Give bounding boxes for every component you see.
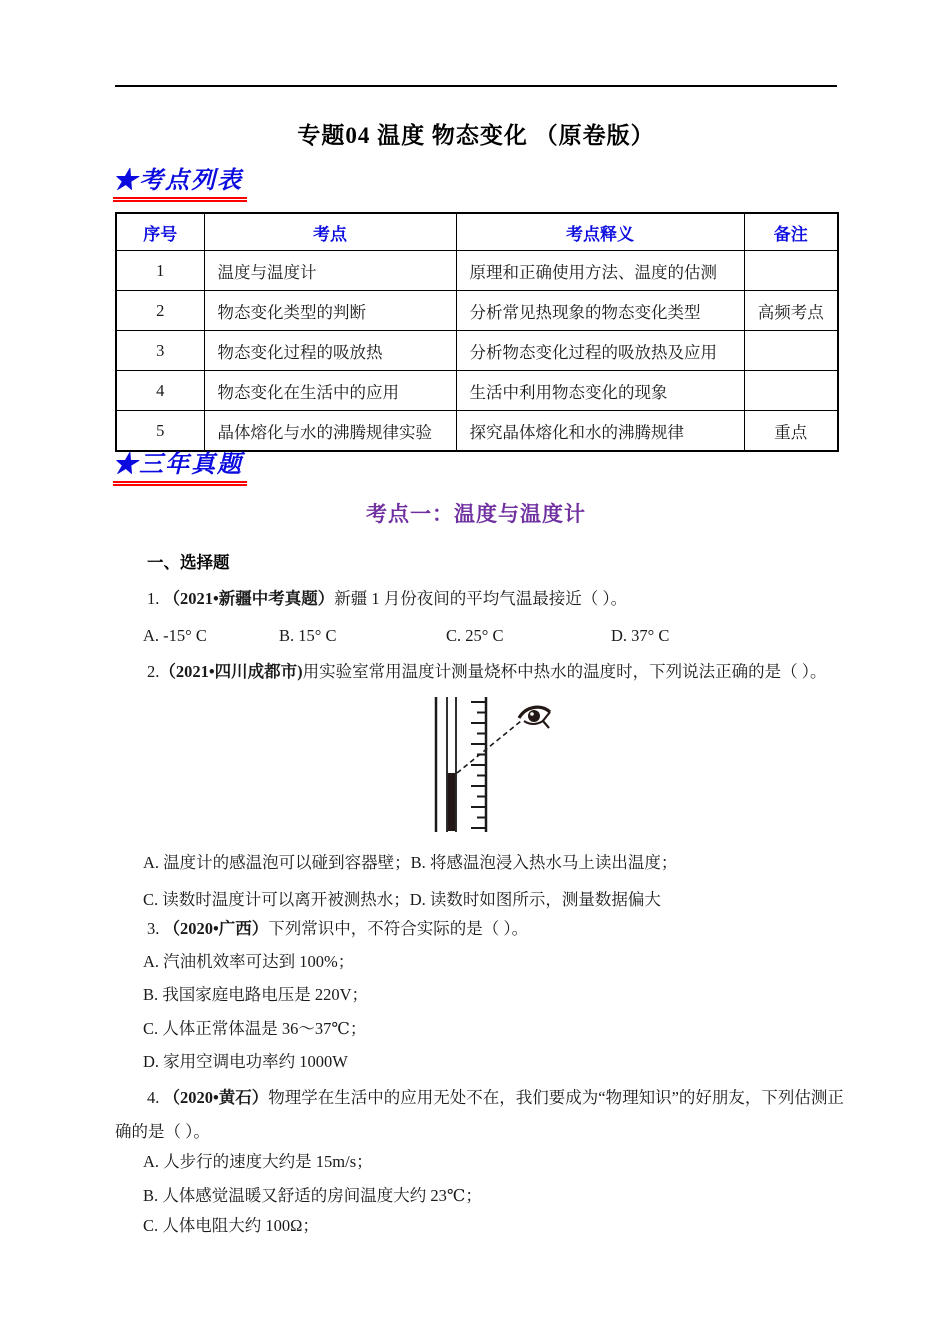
cell-no: 5 xyxy=(116,411,204,452)
mercury-column xyxy=(448,773,455,831)
question-2-stem: 用实验室常用温度计测量烧杯中热水的温度时，下列说法正确的是（ ）。 xyxy=(302,662,827,681)
cell-point: 物态变化在生活中的应用 xyxy=(204,371,456,411)
scale-ticks xyxy=(471,702,486,828)
question-4 xyxy=(115,1081,847,1149)
cell-point: 物态变化类型的判断 xyxy=(204,291,456,331)
question-2-figure xyxy=(433,694,553,836)
question-2-source: （2021•四川成都市) xyxy=(159,662,303,681)
question-1-number: 1. xyxy=(147,589,164,608)
cell-note xyxy=(744,331,838,371)
table-row xyxy=(116,291,838,331)
cell-note: 重点 xyxy=(744,411,838,452)
cell-meaning: 分析物态变化过程的吸放热及应用 xyxy=(456,331,744,371)
cell-meaning: 生活中利用物态变化的现象 xyxy=(456,371,744,411)
exam-points-table xyxy=(115,212,839,452)
question-3-option-b: B. 我国家庭电路电压是 220V； xyxy=(143,985,369,1004)
cell-note xyxy=(744,251,838,291)
section-one-heading: 一、选择题 xyxy=(147,554,230,572)
question-1-option-c: C. 25° C xyxy=(446,626,504,645)
question-3-number: 3. xyxy=(147,919,164,938)
question-3-option-c: C. 人体正常体温是 36～37℃； xyxy=(143,1019,367,1038)
table-row xyxy=(116,331,838,371)
cell-no: 2 xyxy=(116,291,204,331)
header-divider xyxy=(115,85,837,87)
question-4-source: （2020•黄石） xyxy=(163,1088,269,1107)
col-header-no: 序号 xyxy=(116,213,204,251)
question-3 xyxy=(115,917,847,941)
question-1-options xyxy=(143,624,669,648)
question-2-number: 2. xyxy=(147,662,160,681)
cell-point: 晶体熔化与水的沸腾规律实验 xyxy=(204,411,456,452)
question-1-option-a: A. -15° C xyxy=(143,626,207,645)
cell-point: 温度与温度计 xyxy=(204,251,456,291)
eye-icon xyxy=(519,707,550,728)
cell-no: 3 xyxy=(116,331,204,371)
question-4-number: 4. xyxy=(147,1088,164,1107)
question-1 xyxy=(115,587,847,611)
question-4-option-b: B. 人体感觉温暖又舒适的房间温度大约 23℃； xyxy=(143,1186,482,1205)
question-1-option-b: B. 15° C xyxy=(279,626,337,645)
three-year-exams-heading xyxy=(113,450,247,486)
question-3-option-d: D. 家用空调电功率约 1000W xyxy=(143,1052,348,1071)
col-header-meaning: 考点释义 xyxy=(456,213,744,251)
cell-no: 4 xyxy=(116,371,204,411)
question-4-option-c: C. 人体电阻大约 100Ω； xyxy=(143,1216,319,1235)
question-2 xyxy=(115,660,847,684)
table-row xyxy=(116,371,838,411)
question-1-source: （2021•新疆中考真题） xyxy=(163,589,335,608)
question-4-stem: 物理学在生活中的应用无处不在，我们要成为“物理知识”的好朋友，下列估测正确的是（ ）。 xyxy=(115,1088,844,1141)
table-header-row xyxy=(116,213,838,251)
question-1-stem: 新疆 1 月份夜间的平均气温最接近（ ）。 xyxy=(334,589,628,608)
question-3-option-a: A. 汽油机效率可达到 100%； xyxy=(143,952,355,971)
cell-note xyxy=(744,371,838,411)
thermometer-icon xyxy=(436,697,486,832)
question-2-options-ab: A. 温度计的感温泡可以碰到容器壁；B. 将感温泡浸入热水马上读出温度； xyxy=(143,853,678,872)
cell-meaning: 分析常见热现象的物态变化类型 xyxy=(456,291,744,331)
col-header-note: 备注 xyxy=(744,213,838,251)
cell-meaning: 原理和正确使用方法、温度的估测 xyxy=(456,251,744,291)
question-3-source: （2020•广西） xyxy=(163,919,269,938)
cell-meaning: 探究晶体熔化和水的沸腾规律 xyxy=(456,411,744,452)
question-2-options-cd: C. 读数时温度计可以离开被测热水；D. 读数时如图所示，测量数据偏大 xyxy=(143,890,661,909)
thermometer-with-eye-reading-icon xyxy=(433,694,553,836)
three-year-exams-heading-text: ★三年真题 xyxy=(113,450,247,486)
table-row xyxy=(116,251,838,291)
table-row xyxy=(116,411,838,452)
sight-line xyxy=(457,721,521,773)
cell-note: 高频考点 xyxy=(744,291,838,331)
cell-point: 物态变化过程的吸放热 xyxy=(204,331,456,371)
exam-points-list-heading xyxy=(113,166,247,202)
question-4-option-a: A. 人步行的速度大约是 15m/s； xyxy=(143,1152,373,1171)
col-header-point: 考点 xyxy=(204,213,456,251)
question-3-stem: 下列常识中，不符合实际的是（ ）。 xyxy=(268,919,529,938)
exam-points-list-heading-text: ★考点列表 xyxy=(113,166,247,202)
question-1-option-d: D. 37° C xyxy=(611,626,670,645)
page-title: 专题04 温度 物态变化 （原卷版） xyxy=(297,123,655,148)
topic-one-heading: 考点一：温度与温度计 xyxy=(366,503,586,526)
cell-no: 1 xyxy=(116,251,204,291)
